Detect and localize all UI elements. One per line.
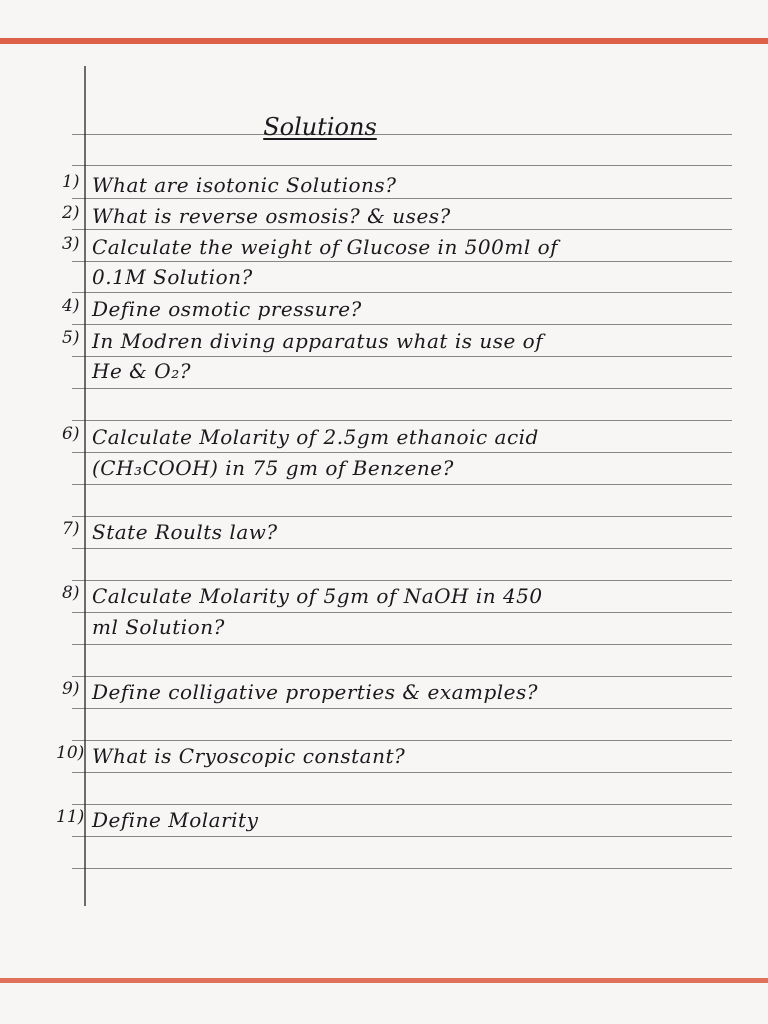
question-number: 11)	[56, 807, 85, 827]
ruled-line	[72, 165, 732, 166]
ruled-line	[72, 452, 732, 453]
ruled-line	[72, 198, 732, 199]
ruled-line	[72, 261, 732, 262]
question-text: Calculate Molarity of 5gm of NaOH in 450	[92, 584, 543, 608]
question-number: 10)	[56, 743, 85, 763]
question-text-continued: 0.1M Solution?	[92, 265, 253, 289]
ruled-line	[72, 804, 732, 805]
question-number: 2)	[62, 203, 80, 223]
ruled-line	[72, 548, 732, 549]
question-text: In Modren diving apparatus what is use of	[92, 329, 544, 353]
ruled-line	[72, 772, 732, 773]
question-number: 4)	[62, 296, 80, 316]
question-number: 9)	[62, 679, 80, 699]
question-number: 6)	[62, 424, 80, 444]
ruled-line	[72, 644, 732, 645]
question-number: 5)	[62, 328, 80, 348]
ruled-line	[72, 580, 732, 581]
page-top-edge	[0, 38, 768, 44]
ruled-line	[72, 229, 732, 230]
question-text: Calculate the weight of Glucose in 500ml of	[92, 235, 559, 259]
ruled-line	[72, 484, 732, 485]
page-bottom-edge	[0, 978, 768, 983]
margin-line	[84, 66, 86, 906]
ruled-line	[72, 292, 732, 293]
question-text: Calculate Molarity of 2.5gm ethanoic acid	[92, 425, 539, 449]
question-number: 7)	[62, 519, 80, 539]
ruled-line	[72, 356, 732, 357]
question-number: 8)	[62, 583, 80, 603]
ruled-line	[72, 388, 732, 389]
question-text-continued: (CH₃COOH) in 75 gm of Benzene?	[92, 456, 454, 480]
question-number: 3)	[62, 234, 80, 254]
ruled-line	[72, 836, 732, 837]
ruled-line	[72, 740, 732, 741]
page-heading: Solutions	[263, 113, 377, 141]
question-text: What are isotonic Solutions?	[92, 173, 397, 197]
ruled-line	[72, 420, 732, 421]
question-text: Define colligative properties & examples?	[92, 680, 539, 704]
ruled-line	[72, 324, 732, 325]
question-text-continued: He & O₂?	[92, 359, 191, 383]
question-text: Define osmotic pressure?	[92, 297, 362, 321]
ruled-line	[72, 868, 732, 869]
question-text: Define Molarity	[92, 808, 259, 832]
question-text: What is Cryoscopic constant?	[92, 744, 406, 768]
ruled-line	[72, 612, 732, 613]
question-text: State Roults law?	[92, 520, 278, 544]
question-text-continued: ml Solution?	[92, 615, 225, 639]
question-number: 1)	[62, 172, 80, 192]
ruled-line	[72, 676, 732, 677]
ruled-line	[72, 516, 732, 517]
question-text: What is reverse osmosis? & uses?	[92, 204, 451, 228]
ruled-line	[72, 708, 732, 709]
